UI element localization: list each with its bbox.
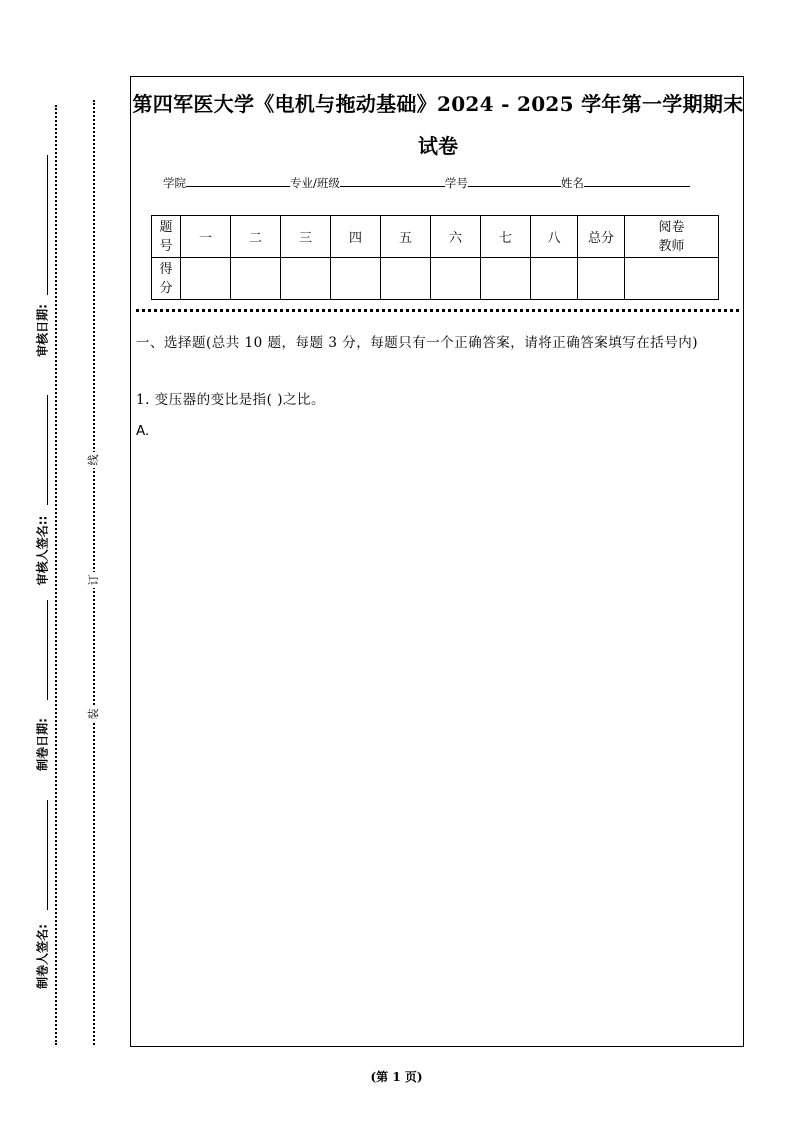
reviewer-teacher-cell[interactable] (625, 258, 719, 300)
score-cell[interactable] (431, 258, 481, 300)
score-row-header: 得 分 (152, 258, 181, 300)
bind-char-line: 线 (86, 452, 102, 468)
reviewer-date-label: 审核日期: (35, 304, 50, 357)
question-1-text: 1. 变压器的变比是指( )之比。 (136, 392, 325, 408)
student-info-row (163, 174, 690, 191)
col-5: 五 (381, 216, 431, 258)
reviewer-sign-line (47, 395, 48, 505)
col-1: 一 (181, 216, 231, 258)
col-total: 总分 (578, 216, 625, 258)
bind-char-bind: 装 (86, 706, 102, 722)
question-1-option-a: A. (136, 423, 150, 439)
col-3: 三 (281, 216, 331, 258)
student-id-field[interactable] (468, 174, 561, 187)
exam-title-line1: 第四军医大学《电机与拖动基础》2024 - 2025 学年第一学期期末 (132, 92, 744, 116)
name-field[interactable] (584, 174, 690, 187)
score-cell[interactable] (381, 258, 431, 300)
score-cell[interactable] (331, 258, 381, 300)
maker-date-label: 制卷日期: (35, 718, 50, 771)
section-separator (136, 309, 739, 312)
col-8: 八 (531, 216, 578, 258)
binding-dotted-line-left (55, 105, 57, 1045)
score-cell-total[interactable] (578, 258, 625, 300)
maker-date-line (47, 600, 48, 700)
score-cell[interactable] (231, 258, 281, 300)
reviewer-date-line (47, 155, 48, 295)
score-table-score-row (152, 258, 719, 300)
name-label: 姓名 (560, 176, 584, 190)
reviewer-sign-label: 审核人签名:: (35, 515, 50, 586)
student-id-label: 学号 (444, 176, 468, 190)
bind-char-staple: 订 (86, 572, 102, 588)
section1-heading: 一、选择题(总共 10 题，每题 3 分，每题只有一个正确答案，请将正确答案填写在括号内) (136, 335, 698, 351)
college-field[interactable] (186, 174, 290, 187)
score-cell[interactable] (181, 258, 231, 300)
col-4: 四 (331, 216, 381, 258)
col-7: 七 (481, 216, 531, 258)
question-number-header: 题 号 (152, 216, 181, 258)
page-number: (第 1 页) (370, 1070, 423, 1084)
reviewer-teacher-header: 阅卷 教师 (625, 216, 719, 258)
col-2: 二 (231, 216, 281, 258)
col-6: 六 (431, 216, 481, 258)
score-cell[interactable] (281, 258, 331, 300)
score-cell[interactable] (481, 258, 531, 300)
maker-sign-line (47, 800, 48, 910)
score-table (151, 215, 719, 300)
exam-title-line2: 试卷 (418, 134, 458, 158)
major-class-label: 专业/班级 (290, 176, 340, 190)
score-table-header-row (152, 216, 719, 258)
score-cell[interactable] (531, 258, 578, 300)
maker-sign-label: 制卷人签名: (35, 924, 50, 989)
major-class-field[interactable] (340, 174, 445, 187)
college-label: 学院 (163, 176, 186, 190)
